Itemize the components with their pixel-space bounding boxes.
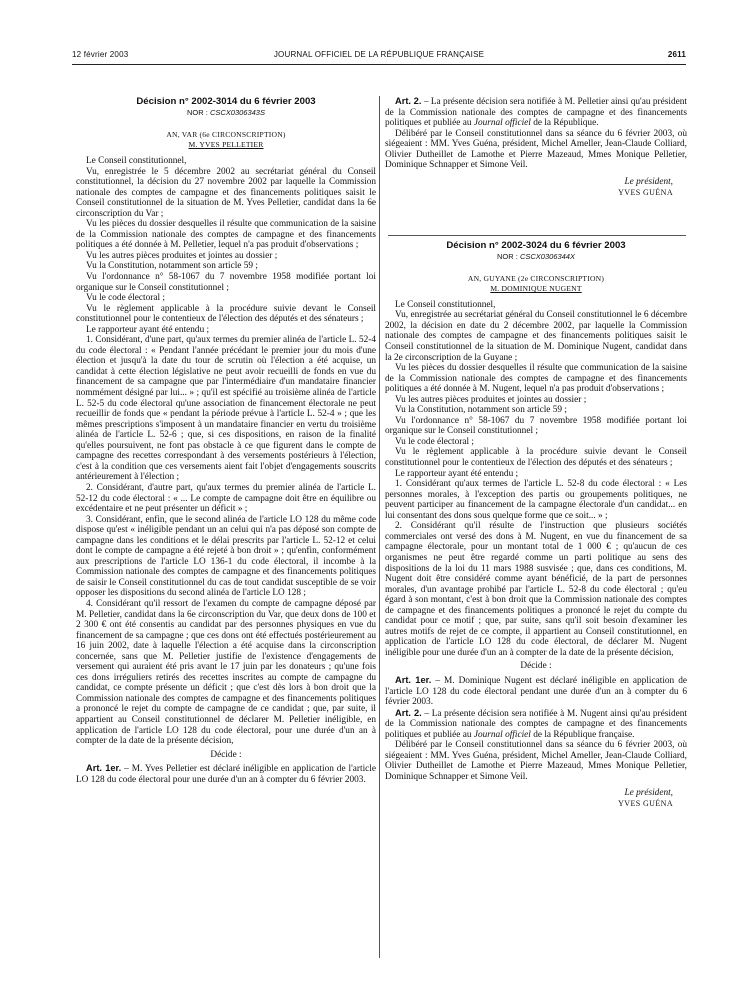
paragraph: Vu l'ordonnance n° 58-1067 du 7 novembre 1958 modifiée portant loi organique sur le Conseil constitutionnel ;	[385, 415, 687, 437]
paragraph: Vu le règlement applicable à la procédure suivie devant le Conseil constitutionnel pour le contentieux de l'élection des députés et des sénateurs ;	[76, 303, 376, 325]
article-text: – La présente décision sera notifiée à M. Nugent ainsi qu'au président de la Commission nationale des comptes de campagne et des financements politiques et publiée au	[385, 708, 687, 740]
nor-reference	[385, 252, 687, 262]
paragraph: Vu les autres pièces produites et jointes au dossier ;	[395, 394, 587, 405]
candidate-name	[385, 284, 687, 294]
article-text-end: de la République.	[530, 118, 599, 129]
signature-name: YVES GUÉNA	[618, 187, 673, 197]
constituency: AN, VAR (6e CIRCONSCRIPTION)	[166, 130, 286, 139]
page-number: 2611	[667, 50, 686, 59]
journal-officiel-ref: Journal officiel	[473, 729, 531, 740]
article-1	[385, 675, 687, 708]
header-date: 12 février 2003	[72, 50, 129, 59]
paragraph: Vu la Constitution, notamment son article 59 ;	[86, 261, 258, 272]
paragraph: Vu la Constitution, notamment son article 59 ;	[395, 405, 567, 416]
article-label: Art. 2.	[395, 96, 422, 106]
signature-name: YVES GUÉNA	[618, 799, 673, 809]
paragraph: Vu, enregistrée le 5 décembre 2002 au secrétariat général du Conseil constitutionnel, la décision du 27 novembre 2002 par laquelle la Commission nationale des comptes de campagne et des financements politiques saisit le Conseil constitutionnel de la situation de M. Yves Pelletier, candidat dans la 6e circonscription du Var ;	[76, 166, 376, 219]
article-2	[385, 96, 687, 129]
deliberation: Délibéré par le Conseil constitutionnel dans sa séance du 6 février 2003, où siégeaient : MM. Yves Guéna, président, Michel Ameller, Jean-Claude Colliard, Olivier Dutheillet de Lamothe et Pierre Mazeaud, Mmes Monique Pelletier, Dominique Schnapper et Simone Veil.	[385, 740, 687, 782]
candidate-name	[76, 140, 376, 150]
paragraph: Le rapporteur ayant été entendu ;	[86, 324, 210, 335]
nor-reference	[76, 108, 376, 118]
paragraph: Le rapporteur ayant été entendu ;	[395, 468, 519, 479]
paragraph: Vu le règlement applicable à la procédure suivie devant le Conseil constitutionnel pour le contentieux de l'élection des députés et des sénateurs ;	[385, 447, 687, 469]
article-label: Art. 2.	[395, 707, 422, 718]
column-separator	[379, 96, 380, 958]
header-rule	[72, 64, 686, 65]
paragraph: Le Conseil constitutionnel,	[86, 156, 187, 166]
journal-title: JOURNAL OFFICIEL DE LA RÉPUBLIQUE FRANÇAISE	[273, 50, 485, 59]
decide-heading: Décide :	[520, 661, 552, 672]
paragraph: 1. Considérant, d'une part, qu'aux termes du premier alinéa de l'article L. 52-4 du code électoral : « Pendant l'année précédant le premier jour du mois d'une élection et jusqu'à la date du tour de scrutin où l'élection a été acquise, un candidat à cette élection législative ne peut avoir recueilli de fonds en vue du financement de sa campagne que par l'intermédiaire d'un mandataire financier nommément désigné par lui... » ; qu'il est spécifié au troisième alinéa de l'article L. 52-5 du code électoral qu'une association de financement électorale ne peut recueillir de fonds que « pendant la période prévue à l'article L. 52-4 » ; que les mêmes prescriptions s'imposent à un mandataire financier en vertu du troisième alinéa de l'article L. 52-6 ; que, si ces dispositions, en raison de la finalité qu'elles poursuivent, ne font pas obstacle à ce que figurent dans le compte de campagne des recettes correspondant à des versements postérieurs à l'élection, c'est à la condition que ces versements aient fait l'objet d'engagements souscrits antérieurement à l'élection ;	[76, 335, 376, 483]
nor-code: CSCX0306344X	[519, 251, 575, 261]
page-header	[72, 50, 686, 64]
article-1	[76, 763, 376, 785]
decision-2002-3024	[385, 240, 687, 810]
paragraph: 2. Considérant, d'autre part, qu'aux termes du premier alinéa de l'article L. 52-12 du code électoral : « ... Le compte de campagne doit être en équilibre ou excédentaire et ne peut présenter un déficit » ;	[76, 482, 376, 515]
candidate-name-text: M. YVES PELLETIER	[188, 140, 264, 149]
decide-heading: Décide :	[210, 749, 242, 760]
decision-title: Décision n° 2002-3014 du 6 février 2003	[136, 96, 316, 107]
article-text: – La présente décision sera notifiée à M. Pelletier ainsi qu'au président de la Commission nationale des comptes de campagne et des financements politiques et publiée au	[385, 97, 687, 129]
journal-officiel-ref: Journal officiel	[473, 118, 531, 129]
paragraph: Vu le code électoral ;	[395, 436, 474, 447]
paragraph: Vu les autres pièces produites et jointes au dossier ;	[86, 250, 278, 261]
paragraph: 3. Considérant, enfin, que le second alinéa de l'article LO 128 du même code dispose qu'est « inéligible pendant un an celui qui n'a pas déposé son compte de campagne dans les conditions et le délai prescrits par l'article L. 52-12 et celui dont le compte de campagne a été rejeté à bon droit » ; qu'enfin, conformément aux prescriptions de l'article LO 136-1 du code électoral, il incombe à la Commission nationale des comptes de campagne et des financements politiques de saisir le Conseil constitutionnel du cas de tout candidat susceptible de se voir opposer les dispositions du second alinéa de l'article LO 128 ;	[76, 514, 376, 599]
paragraph: Vu l'ordonnance n° 58-1067 du 7 novembre 1958 modifiée portant loi organique sur le Conseil constitutionnel ;	[76, 272, 376, 293]
paragraph: 2. Considérant qu'il résulte de l'instruction que plusieurs sociétés commerciales ont versé des dons à M. Nugent, en vue du financement de sa campagne électorale, pour un montant total de 1 000 € ; qu'aucun de ces organismes ne peut être regardé comme un parti politique au sens des dispositions de la loi du 11 mars 1988 susvisée ; que, dans ces conditions, M. Nugent doit être considéré comme ayant bénéficié, de la part de personnes morales, d'un avantage prohibé par l'article L. 52-8 du code électoral ; qu'eu égard à son montant, c'est à bon droit que la Commission nationale des comptes de campagne et des financements politiques a prononcé le rejet du compte du candidat pour ce motif ; que, par suite, sans qu'il soit besoin d'examiner les autres motifs de rejet de ce compte, il appartient au Conseil constitutionnel, en application de l'article LO 128 du code électoral, de déclarer M. Nugent inéligible pour une durée d'un an à compter de la date de la présente décision,	[385, 521, 687, 658]
candidate-name-text: M. DOMINIQUE NUGENT	[490, 283, 582, 293]
article-label: Art. 1er.	[86, 763, 122, 774]
decision-separator	[388, 235, 686, 236]
paragraph: Le Conseil constitutionnel,	[395, 299, 496, 310]
decision-title: Décision n° 2002-3024 du 6 février 2003	[446, 239, 626, 251]
constituency: AN, GUYANE (2e CIRCONSCRIPTION)	[467, 273, 605, 283]
article-text: – M. Dominique Nugent est déclaré inéligible en application de l'article LO 128 du code électoral pendant une durée d'un an à compter du 6 février 2003.	[385, 675, 687, 708]
article-label: Art. 1er.	[395, 674, 432, 685]
nor-label: NOR :	[497, 251, 520, 261]
paragraph: Vu, enregistrée au secrétariat général du Conseil constitutionnel le 6 décembre 2002, la décision en date du 2 décembre 2002, par laquelle la Commission nationale des comptes de campagne et des financements politiques saisit le Conseil constitutionnel de la situation de M. Dominique Nugent, candidat dans la 2e circonscription de la Guyane ;	[385, 310, 687, 363]
decision-2002-3014	[76, 96, 376, 785]
nor-code: CSCX0306343S	[209, 108, 265, 117]
paragraph: Vu le code électoral ;	[86, 293, 165, 304]
article-text-end: de la République française.	[530, 729, 635, 740]
paragraph: 1. Considérant qu'aux termes de l'article L. 52-8 du code électoral : « Les personnes morales, à l'exception des partis ou groupements politiques, ne peuvent participer au financement de la campagne électorale d'un candidat... en lui consentant des dons sous quelque forme que ce soit... » ;	[385, 479, 687, 521]
nor-label: NOR :	[187, 108, 210, 117]
article-text: – M. Yves Pelletier est déclaré inéligible en application de l'article LO 128 du code électoral pour une durée d'un an à compter du 6 février 2003.	[76, 764, 376, 785]
paragraph: Vu les pièces du dossier desquelles il résulte que communication de la saisine de la Commission nationale des comptes de campagne et des financements politiques a été donnée à M. Pelletier, lequel n'a pas produit d'observations ;	[76, 219, 376, 251]
paragraph: Vu les pièces du dossier desquelles il résulte que communication de la saisine de la Commission nationale des comptes de campagne et des financements politiques a été donnée à M. Nugent, lequel n'a pas produit d'observations ;	[385, 363, 687, 395]
article-2	[385, 708, 687, 741]
signature-title: Le président,	[624, 176, 673, 187]
paragraph: 4. Considérant qu'il ressort de l'examen du compte de campagne déposé par M. Pelletier, candidat dans la 6e circonscription du Var, que deux dons de 100 et 2 300 € ont été consentis au candidat par des personnes physiques en vue du financement de sa campagne ; que ces dons ont été effectués postérieurement au 16 juin 2002, date à laquelle l'élection a été acquise dans la circonscription concernée, sans que M. Pelletier justifie de l'existence d'engagements de versement qui auraient été pris avant le 17 juin par les donateurs ; qu'une fois ces dons irréguliers retirés des recettes inscrites au compte de campagne du candidat, ce compte présente un déficit ; que c'est dès lors à bon droit que la Commission nationale des comptes de campagne et des financements politiques a prononcé le rejet du compte de campagne de ce candidat ; que, par suite, il appartient au Conseil constitutionnel de déclarer M. Pelletier inéligible, en application de l'article LO 128 du code électoral, pour une durée d'un an à compter de la date de la présente décision,	[76, 598, 376, 747]
signature-title: Le président,	[624, 788, 673, 799]
right-column	[385, 96, 687, 809]
deliberation: Délibéré par le Conseil constitutionnel dans sa séance du 6 février 2003, où siégeaient : MM. Yves Guéna, président, Michel Ameller, Jean-Claude Colliard, Olivier Dutheillet de Lamothe et Pierre Mazeaud, Mmes Monique Pelletier, Dominique Schnapper et Simone Veil.	[385, 128, 687, 171]
